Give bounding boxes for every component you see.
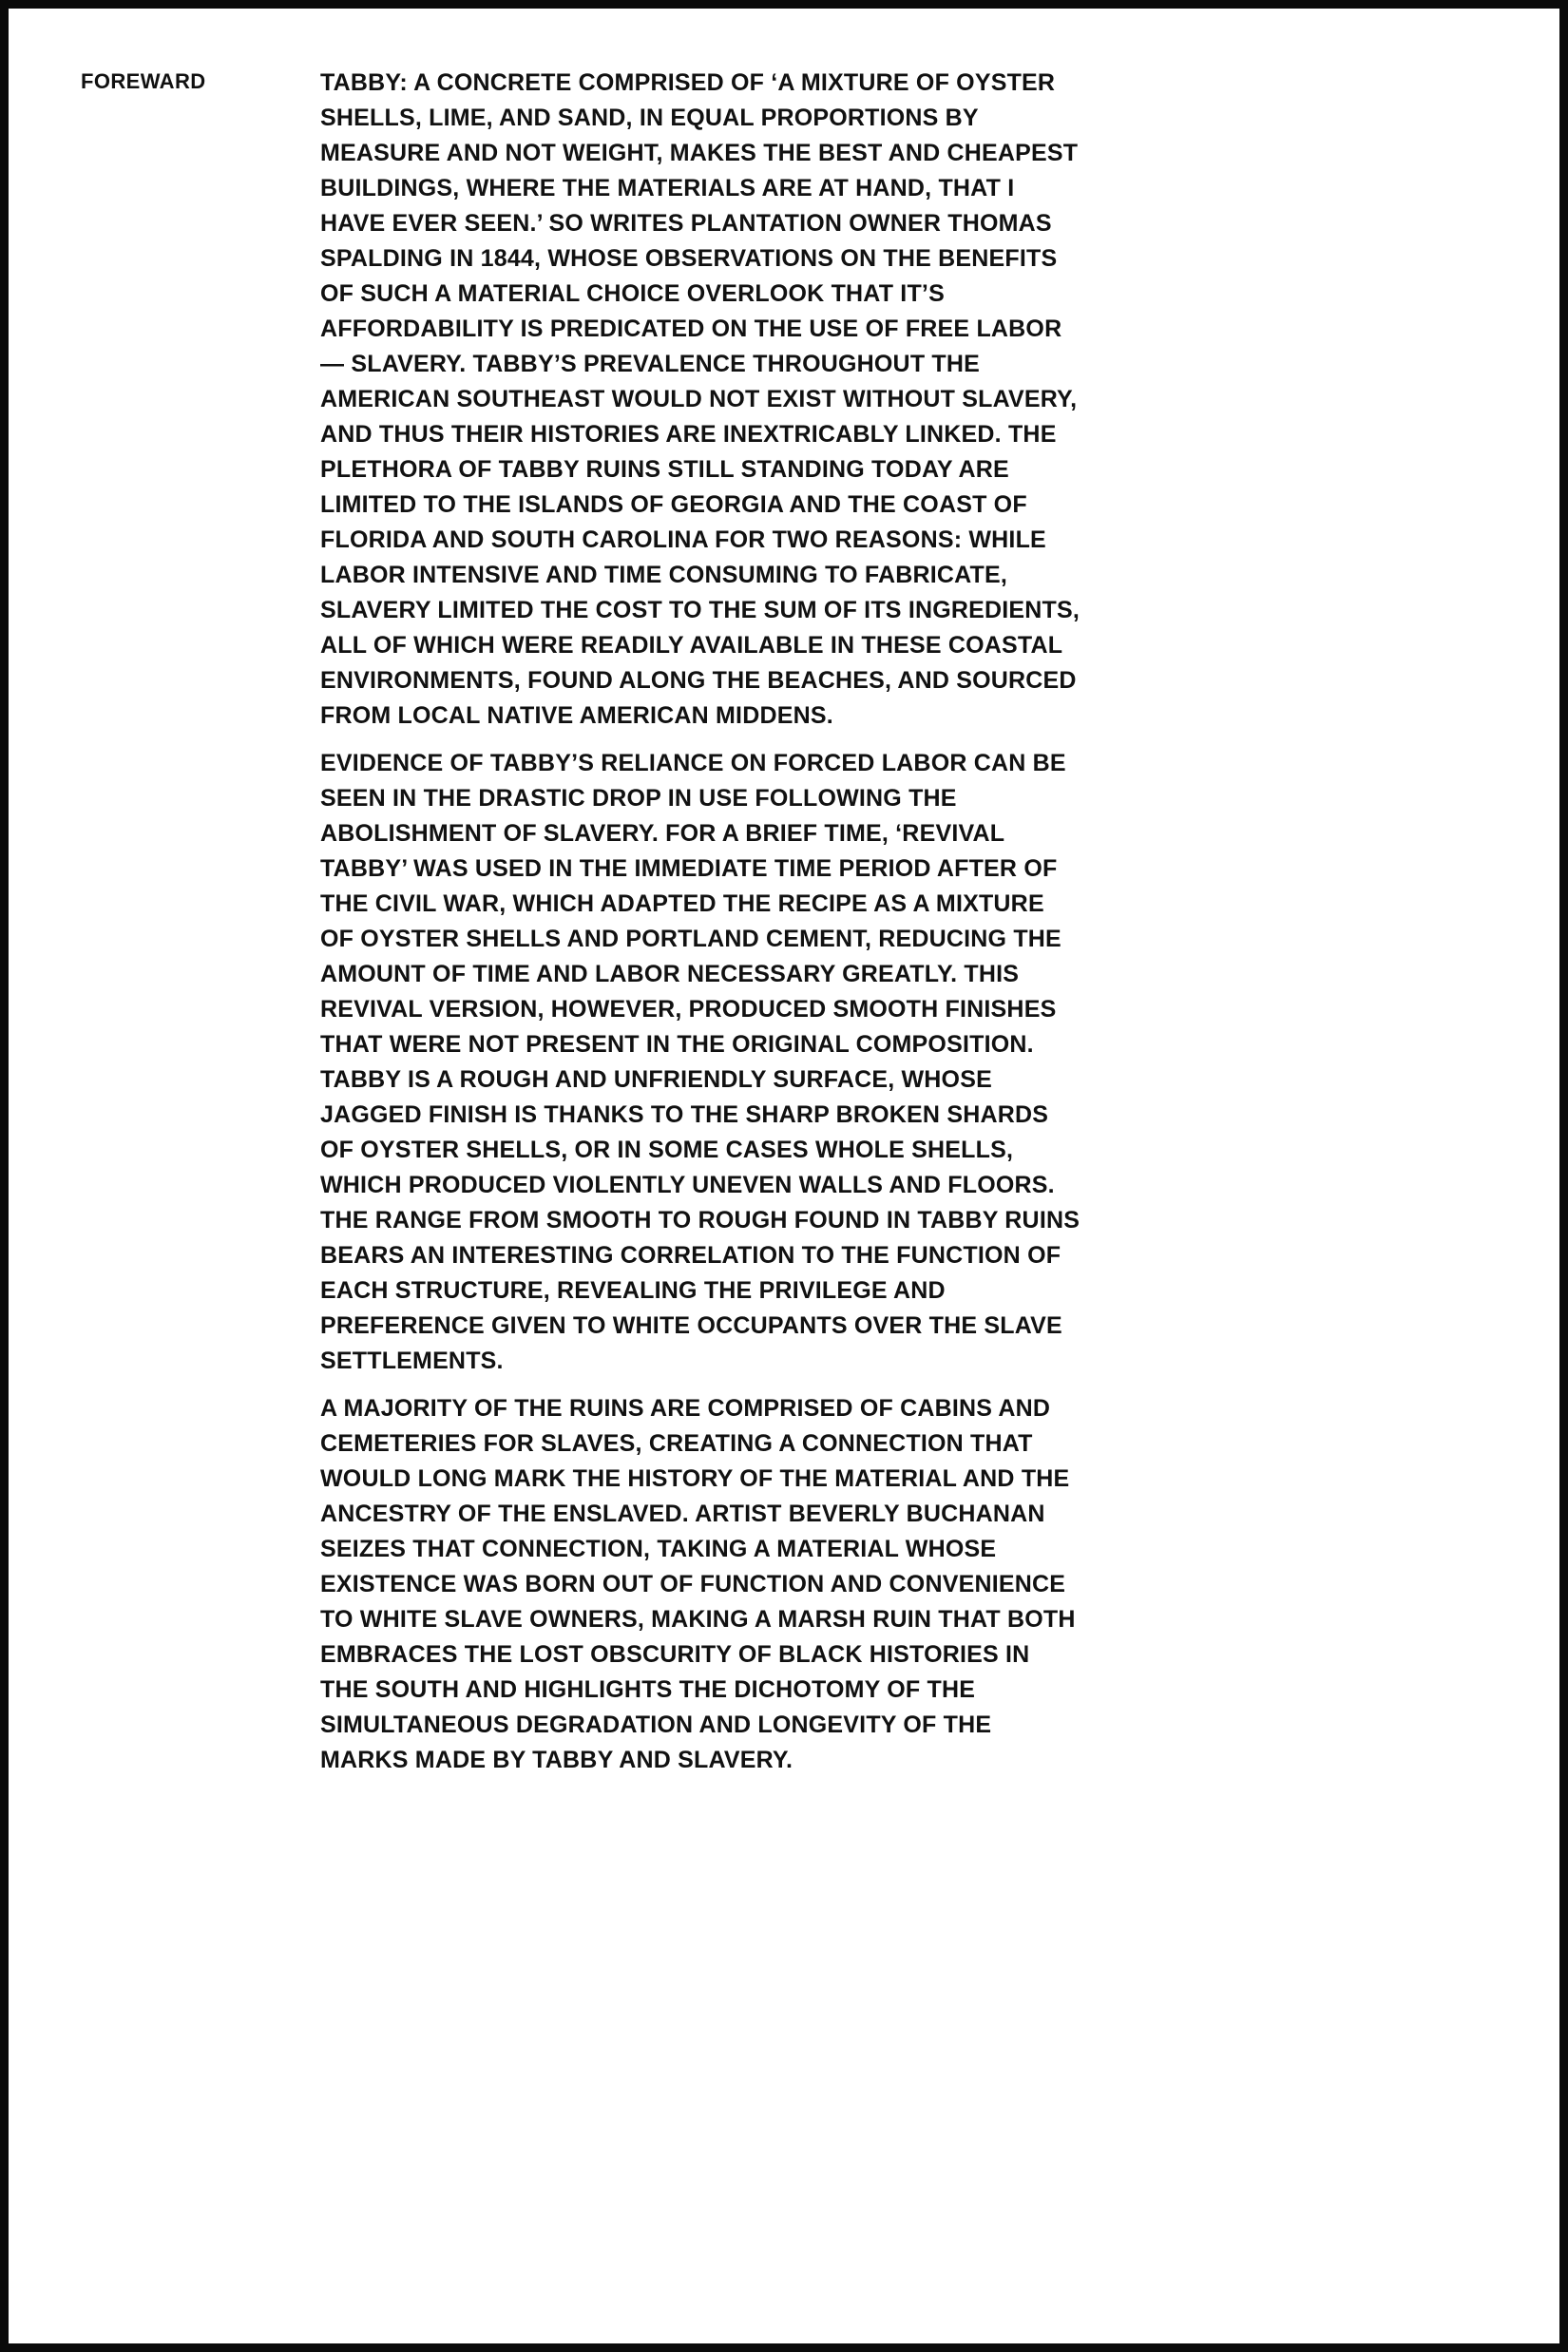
paragraph: TABBY: A CONCRETE COMPRISED OF ‘A MIXTURE OF OYSTER SHELLS, LIME, AND SAND, IN EQUAL PROPORTIONS BY MEASURE AND NOT WEIGHT, MAKES THE BEST AND CHEAPEST BUILDINGS, WHERE THE MATERIALS ARE AT HAND, THAT I HAVE EVER SEEN.’ SO WRITES PLANTATION OWNER THOMAS SPALDING IN 1844, WHOSE OBSERVATIONS ON THE BENEFITS OF SUCH A MATERIAL CHOICE OVERLOOK THAT IT’S AFFORDABILITY IS PREDICATED ON THE USE OF FREE LABOR — SLAVERY. TABBY’S PREVALENCE THROUGHOUT THE AMERICAN SOUTHEAST WOULD NOT EXIST WITHOUT SLAVERY, AND THUS THEIR HISTORIES ARE INEXTRICABLY LINKED. THE PLETHORA OF TABBY RUINS STILL STANDING TODAY ARE LIMITED TO THE ISLANDS OF GEORGIA AND THE COAST OF FLORIDA AND SOUTH CAROLINA FOR TWO REASONS: WHILE LABOR INTENSIVE AND TIME CONSUMING TO FABRICATE, SLAVERY LIMITED THE COST TO THE SUM OF ITS INGREDIENTS, ALL OF WHICH WERE READILY AVAILABLE IN THESE COASTAL ENVIRONMENTS, FOUND ALONG THE BEACHES, AND SOURCED FROM LOCAL NATIVE AMERICAN MIDDENS. [320, 69, 1080, 729]
body-text-column [320, 66, 1080, 1778]
paragraph: A MAJORITY OF THE RUINS ARE COMPRISED OF CABINS AND CEMETERIES FOR SLAVES, CREATING A CONNECTION THAT WOULD LONG MARK THE HISTORY OF THE MATERIAL AND THE ANCESTRY OF THE ENSLAVED. ARTIST BEVERLY BUCHANAN SEIZES THAT CONNECTION, TAKING A MATERIAL WHOSE EXISTENCE WAS BORN OUT OF FUNCTION AND CONVENIENCE TO WHITE SLAVE OWNERS, MAKING A MARSH RUIN THAT BOTH EMBRACES THE LOST OBSCURITY OF BLACK HISTORIES IN THE SOUTH AND HIGHLIGHTS THE DICHOTOMY OF THE SIMULTANEOUS DEGRADATION AND LONGEVITY OF THE MARKS MADE BY TABBY AND SLAVERY. [320, 1395, 1076, 1773]
label-column [81, 66, 320, 94]
foreword-label: FOREWARD [81, 69, 206, 93]
paragraph: EVIDENCE OF TABBY’S RELIANCE ON FORCED LABOR CAN BE SEEN IN THE DRASTIC DROP IN USE FOLLOWING THE ABOLISHMENT OF SLAVERY. FOR A BRIEF TIME, ‘REVIVAL TABBY’ WAS USED IN THE IMMEDIATE TIME PERIOD AFTER OF THE CIVIL WAR, WHICH ADAPTED THE RECIPE AS A MIXTURE OF OYSTER SHELLS AND PORTLAND CEMENT, REDUCING THE AMOUNT OF TIME AND LABOR NECESSARY GREATLY. THIS REVIVAL VERSION, HOWEVER, PRODUCED SMOOTH FINISHES THAT WERE NOT PRESENT IN THE ORIGINAL COMPOSITION. TABBY IS A ROUGH AND UNFRIENDLY SURFACE, WHOSE JAGGED FINISH IS THANKS TO THE SHARP BROKEN SHARDS OF OYSTER SHELLS, OR IN SOME CASES WHOLE SHELLS, WHICH PRODUCED VIOLENTLY UNEVEN WALLS AND FLOORS. THE RANGE FROM SMOOTH TO ROUGH FOUND IN TABBY RUINS BEARS AN INTERESTING CORRELATION TO THE FUNCTION OF EACH STRUCTURE, REVEALING THE PRIVILEGE AND PREFERENCE GIVEN TO WHITE OCCUPANTS OVER THE SLAVE SETTLEMENTS. [320, 750, 1080, 1374]
page-content [9, 9, 1559, 1778]
